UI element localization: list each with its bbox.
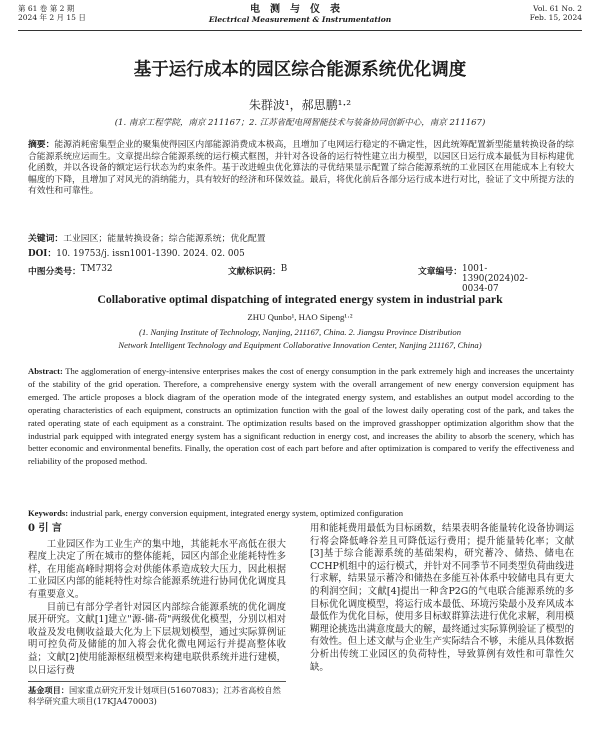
keywords-en-text: industrial park, energy conversion equipment, integrated energy system, optimized configuration — [70, 508, 404, 518]
affiliation-en-line1: (1. Nanjing Institute of Technology, Nanjing, 211167, China. 2. Jiangsu Province Distribution — [138, 327, 462, 337]
doc-code — [228, 264, 288, 277]
volume-issue-cn: 第 61 卷 第 2 期 — [18, 4, 75, 13]
paper-title-en: Collaborative optimal dispatching of integrated energy system in industrial park — [97, 292, 503, 306]
body-left-column — [28, 523, 286, 677]
running-header — [18, 4, 582, 30]
authors-cn: 朱群波¹，郝思鹏¹·² — [248, 98, 352, 112]
body-right-column — [310, 523, 574, 674]
keywords-cn — [28, 234, 574, 245]
abstract-en-label: Abstract: — [28, 366, 63, 376]
section-heading-intro: 0 引 言 — [28, 523, 62, 534]
affiliations-cn: (1. 南京工程学院，南京 211167；2. 江苏省配电网智能技术与装备协同创新中心，南京 211167) — [114, 118, 486, 128]
funding-footnote — [28, 681, 286, 707]
abstract-cn — [28, 140, 574, 198]
article-no-label: 文章编号： — [418, 267, 462, 277]
authors-en: ZHU Qunbo¹, HAO Sipeng¹·² — [247, 312, 353, 322]
intro-paragraph-2: 目前已有部分学者针对园区内部综合能源系统的优化调度展开研究。文献[1]建立"源-储-荷"两级优化模型，分别以相对收益及发电侧收益最大化为上下层规划模型，通过实际算例证明可控负荷及储能的加入将会优化微电网运行并提高整体收益；文献[2]使用能源枢纽模型来构建电联供系统并进行建模，以日运行费 — [28, 601, 286, 676]
journal-name-en: Electrical Measurement & Instrumentation — [208, 15, 392, 24]
clc-number — [28, 264, 113, 277]
classification-row — [28, 264, 574, 294]
doi — [28, 249, 574, 260]
abstract-cn-label: 摘要： — [28, 140, 55, 150]
funding-text: 国家重点研究开发计划项目(51607083)；江苏省高校自然科学研究重大项目(17KJA470003) — [28, 685, 281, 706]
doi-text: 10. 19753/j. issn1001-1390. 2024. 02. 005 — [56, 249, 245, 259]
intro-paragraph-continued: 用和能耗费用最低为目标函数，结果表明各能量转化设备协调运行将会降低峰谷差且可降低运行费用；提升能量转化率；文献[3]基于综合能源系统的基础架构，研究蓄冷、储热、储电在CCHP机组中的运行模式，并针对不同季节不同类型负荷曲线进行求解，结果显示蓄冷和储热在多能互补体系中较储电具有更大的利润空间；文献[4]提出一种含P2G的气电联合能源系统的多目标优化调度模型，将运行成本最低、环境污染最小及弃风成本最低作为优化目标，使用多目标蚁群算法进行优化求解，利用模糊理论挑选出满意度最大的解，最终通过实际算例验证了模型的有效性。但上述文献与企业生产实际结合不够，未能从具体数据分析出传统工业园区的负荷特性，导致算例有效性和可靠性欠缺。 — [310, 523, 574, 673]
article-number — [418, 264, 528, 294]
affiliation-en-line2: Network Intelligent Technology and Equipment Collaborative Innovation Center, Nanjing 211167, China) — [118, 340, 482, 350]
abstract-en — [28, 365, 574, 468]
header-right — [530, 4, 582, 22]
abstract-en-text: The agglomeration of energy-intensive enterprises makes the cost of energy consumption in the park extremely high and increases the uncertainty of the stability of the grid operation. Therefore, a comprehensive energy system with the overall arrangement of new energy conversion equipment has emerged. The article proposes a block diagram of the operation mode of the integrated energy system, and establishes an output model according to the operating characteristics of each equipment, constructs an optimization function with the goal of the lowest daily operating cost of the park, and takes the rated operating state of each equipment as a constraint. The optimization results based on the improved grasshopper optimization algorithm show that the industrial park equipped with integrated energy system has a significant reduction in energy cost, and increases the ability to absorb the scenery, which has better economic and environmental benefits. Finally, the operation cost of each part before and after optimization is compared to verify the effectiveness and reliability of the proposed method. — [28, 366, 574, 467]
paper-title-cn: 基于运行成本的园区综合能源系统优化调度 — [133, 60, 467, 80]
doi-label: DOI： — [28, 249, 57, 259]
doc-code-label: 文献标识码： — [228, 267, 281, 277]
intro-paragraph-1: 工业园区作为工业生产的集中地，其能耗水平高低在很大程度上决定了所在城市的整体能耗，园区内部企业能耗特性多样，在用能高峰时期将会对供能体系造成较大压力，因此根据工业园区内部的能耗特性对综合能源系统进行协同优化调度具有重要意义。 — [28, 538, 286, 600]
clc-value: TM732 — [80, 264, 113, 274]
header-rule — [18, 30, 582, 31]
keywords-en — [28, 507, 574, 519]
journal-name-cn: 电测与仪表 — [250, 4, 350, 15]
header-center — [18, 4, 582, 24]
volume-issue-en: Vol. 61 No. 2 — [533, 4, 582, 13]
keywords-cn-text: 工业园区；能量转换设备；综合能源系统；优化配置 — [63, 234, 266, 244]
affiliations-en — [20, 326, 580, 352]
date-en: Feb. 15, 2024 — [529, 13, 582, 22]
abstract-cn-text: 能源消耗密集型企业的聚集使得园区内部能源消费成本极高，且增加了电网运行稳定的不确定性，因此统筹配置新型能量转换设备的综合能源系统应运而生。文章提出综合能源系统的运行模式框图，并针对各设备的运行特性建立出力模型，以园区日运行成本最低为目标构建优化函数，并以各设备的额定运行状态为约束条件。基于改进蝗虫优化算法的寻优结果显示配置了综合能源系统的工业园区在用能成本上有较大幅度的下降，且增加了对风光的消纳能力，具有较好的经济和环保效益。最后，将优化前后各部分运行成本进行对比，验证了文中所提方法的有效性和可靠性。 — [28, 140, 574, 196]
keywords-cn-label: 关键词： — [28, 234, 64, 244]
date-cn: 2024 年 2 月 15 日 — [18, 13, 86, 22]
article-no-value: 1001-1390(2024)02-0034-07 — [462, 264, 528, 294]
clc-label: 中图分类号： — [28, 267, 81, 277]
doc-code-value: B — [280, 264, 288, 274]
keywords-en-label: Keywords: — [28, 508, 69, 518]
funding-label: 基金项目： — [28, 685, 69, 695]
